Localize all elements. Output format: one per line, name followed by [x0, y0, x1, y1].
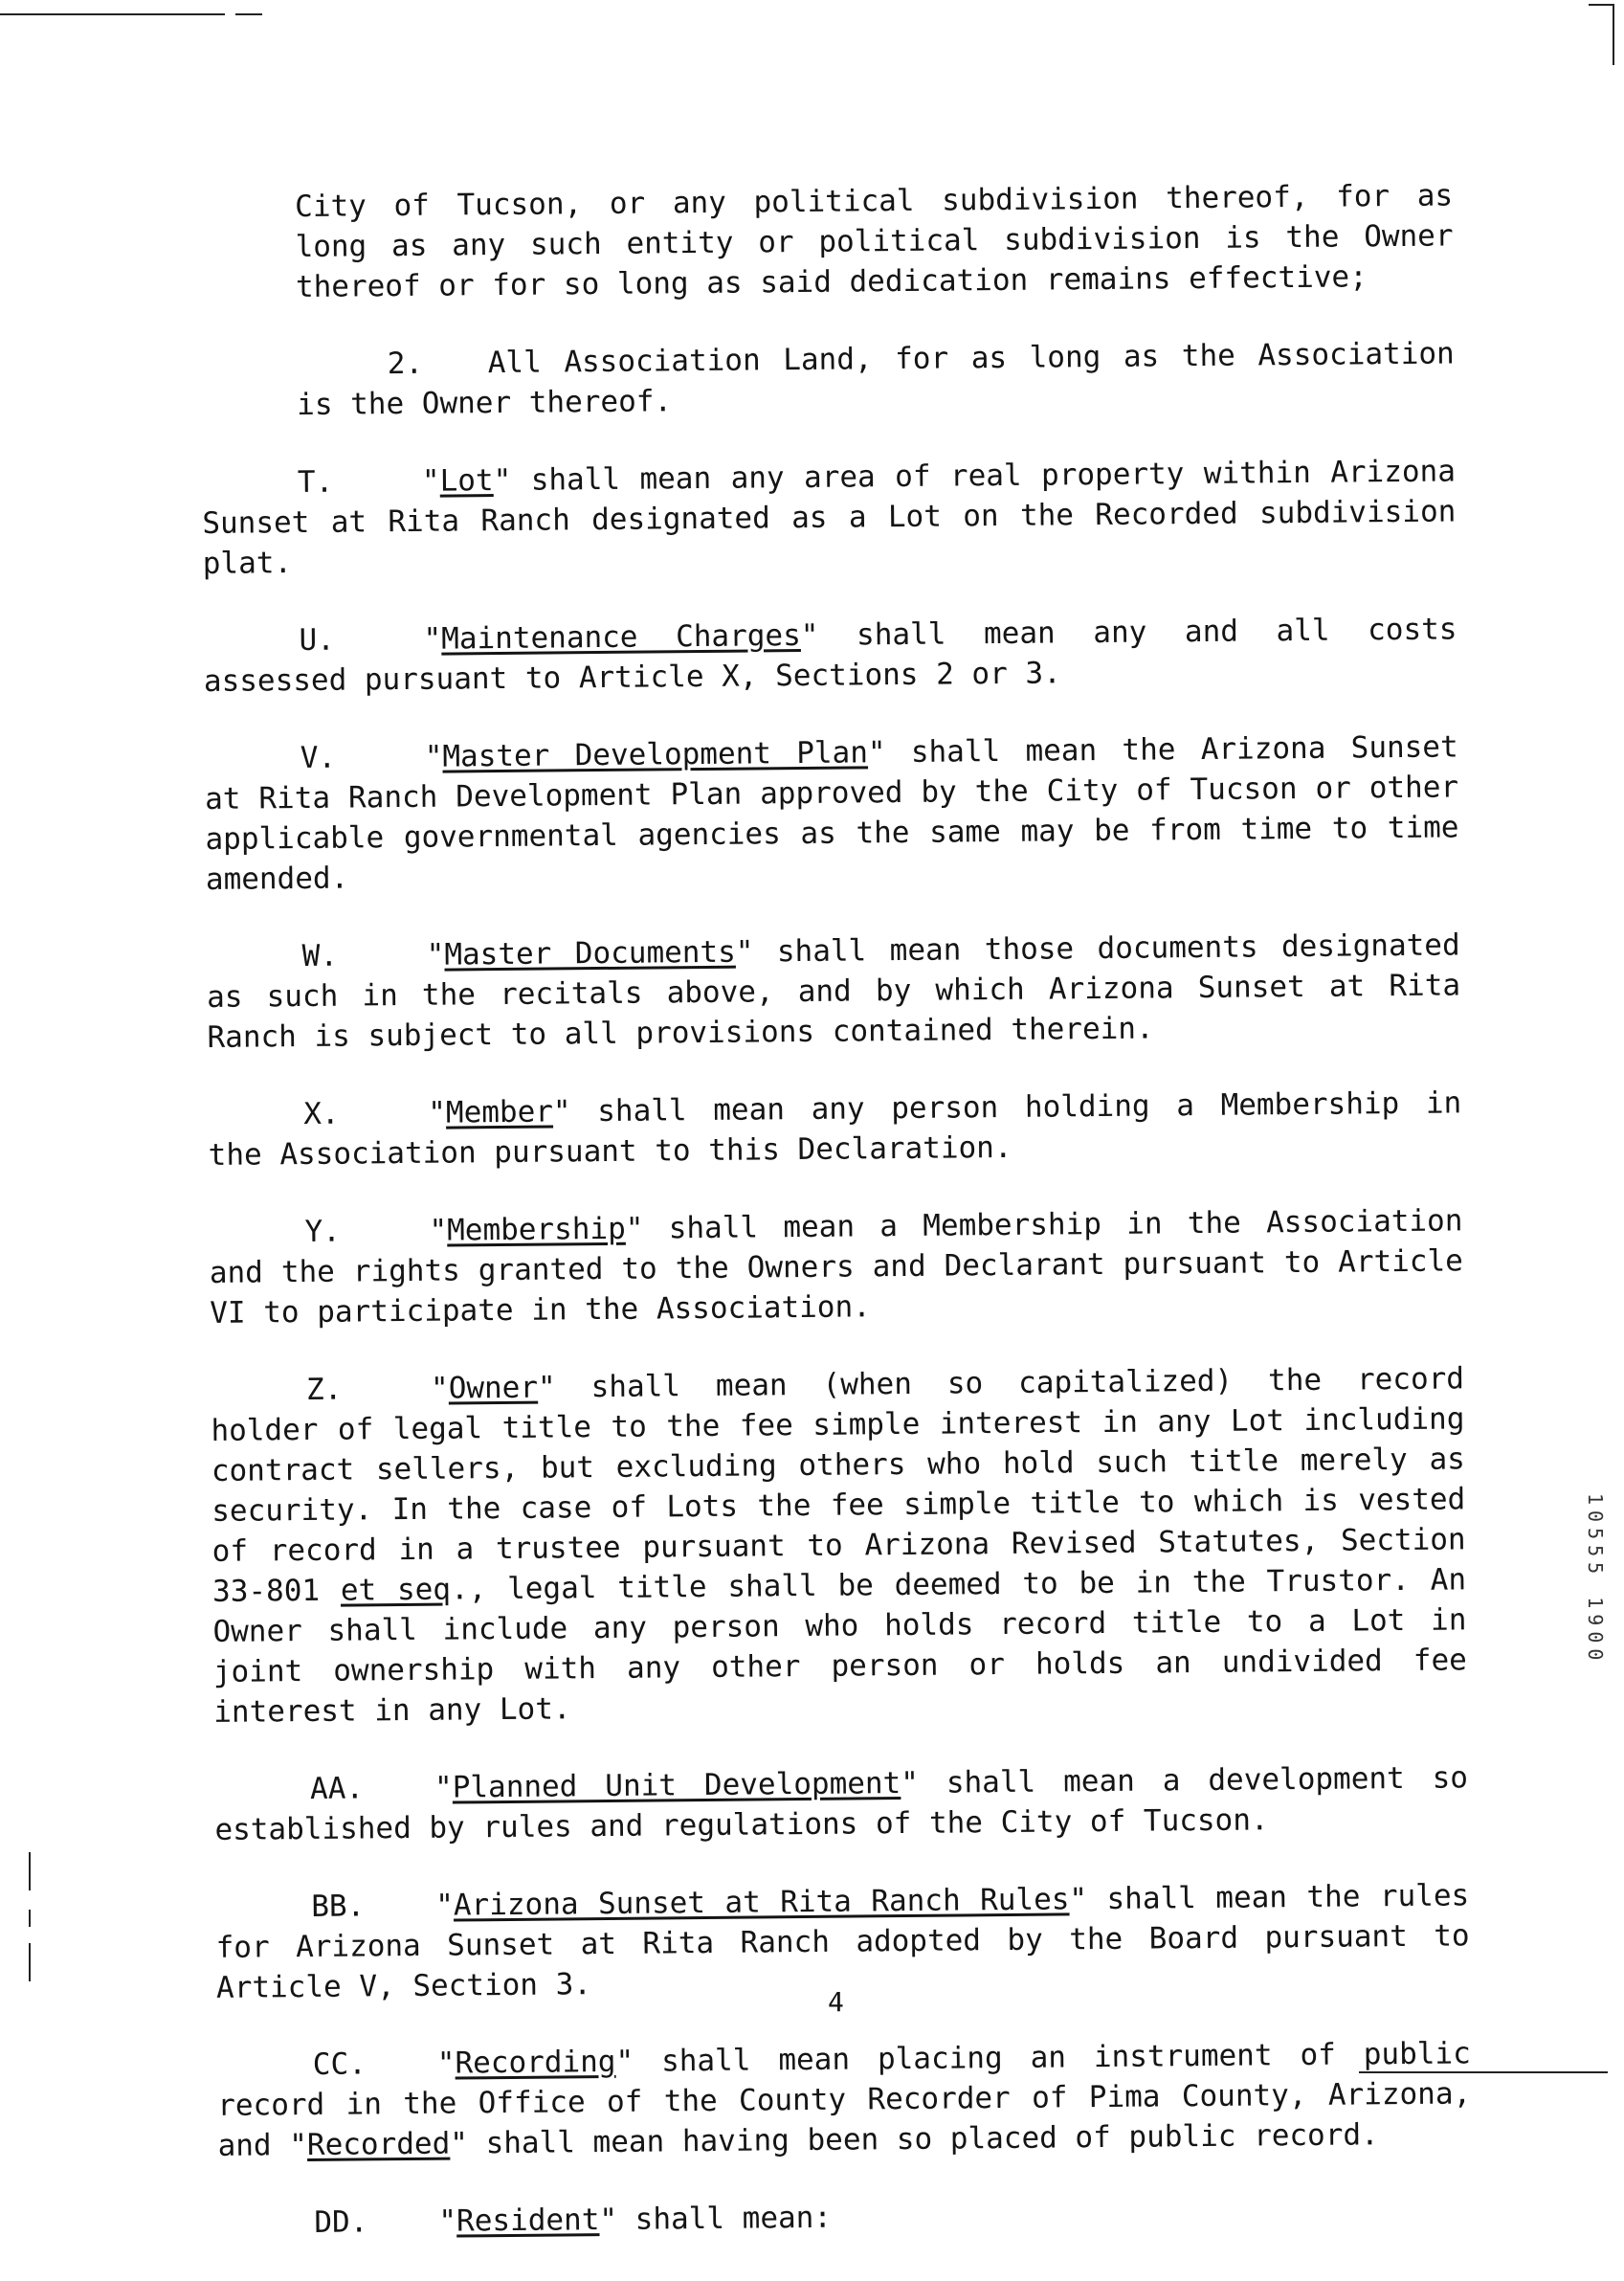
definition-paragraph-v [205, 727, 1460, 900]
paragraph-text: " [429, 1213, 448, 1248]
section-letter: U. [299, 622, 336, 659]
document-body [199, 175, 1473, 2280]
scan-artifact-bottom-noise [0, 2091, 1624, 2111]
section-letter: Y. [304, 1214, 341, 1249]
definition-paragraph-x [208, 1083, 1462, 1175]
section-letter: DD. [314, 2204, 368, 2240]
scan-artifact-top-dash [235, 13, 262, 15]
paragraph-text: " [434, 1770, 453, 1805]
defined-term: Member [445, 1094, 554, 1130]
section-letter: V. [300, 740, 337, 776]
scan-artifact-left-mark-1 [29, 1852, 31, 1890]
paragraph-text: " shall mean any person holding a Membership in the Association pursuant to this Declaration. [208, 1085, 1462, 1173]
paragraph-text: " shall mean those documents designated as such in the recitals above, and by which Arizona Sunset at Rita Ranch is subject to all provisions contained therein. [206, 928, 1461, 1055]
scan-artifact-top-rule [0, 13, 225, 15]
paragraph-text: " shall mean: [599, 2200, 833, 2238]
definition-paragraph-u [203, 609, 1457, 702]
page-number: 4 [828, 1986, 844, 2018]
paragraph-text: " [435, 1888, 455, 1923]
definition-paragraph-t [202, 451, 1457, 584]
paragraph-text: ., legal title shall be deemed to be in the Trustor. An Owner shall include any person who holds record title to a Lot in joint ownership with any other person or holds an undivided fee interest in any Lot. [212, 1562, 1468, 1730]
section-letter: W. [301, 938, 339, 974]
section-letter: 2. [387, 346, 424, 382]
scan-artifact-left-mark-3 [29, 1943, 31, 1981]
paragraph-text: " shall mean placing an instrument of public record in the Office of the County Recorder of Pima County, Arizona, and " [217, 2036, 1472, 2163]
paragraph-text: " [426, 937, 445, 973]
section-letter: AA. [309, 1771, 365, 1806]
section-letter: T. [297, 464, 334, 501]
margin-stamp: 10555 1900 [1584, 1493, 1607, 1666]
paragraph-text: " shall mean (when so capitalized) the record holder of legal title to the fee simple interest in any Lot including contract sellers, but excluding others who hold such title merely as security. In the case of Lots the fee simple title to which is vested of record in a trustee pursuant to Arizona Revised Statutes, Section 33-801 [211, 1361, 1466, 1609]
scan-artifact-top-right-edge [1613, 4, 1614, 65]
section-letter: BB. [311, 1889, 366, 1924]
section-letter: Z. [305, 1372, 343, 1407]
defined-term: Recording [455, 2044, 616, 2081]
paragraph-text: " [430, 1371, 449, 1406]
defined-term: Lot [439, 463, 494, 499]
defined-term: Maintenance Charges [441, 617, 801, 657]
definition-paragraph-w [207, 925, 1461, 1058]
paragraph-text: " [424, 739, 443, 774]
paragraph-text: " shall mean the Arizona Sunset at Rita Ranch Development Plan approved by the City of Tucson or other applicable governmental agencies as the same may be from time to time amended. [204, 729, 1459, 897]
defined-term: et seq [340, 1572, 452, 1608]
paragraph-text: All Association Land, for as long as the Association is the Owner thereof. [297, 336, 1455, 423]
section-letter: CC. [312, 2046, 367, 2082]
paragraph-text: " shall mean a development so established by rules and regulations of the City of Tucson. [214, 1760, 1469, 1847]
defined-term: Master Development Plan [442, 735, 869, 774]
paragraph-text: " shall mean a Membership in the Association and the rights granted to the Owners and Declarant pursuant to Article VI to participate in the Association. [209, 1203, 1463, 1331]
definition-paragraph-aa [214, 1757, 1469, 1850]
paragraph-text: " shall mean the rules for Arizona Sunset at Rita Ranch adopted by the Board pursuant to Article V, Section 3. [215, 1878, 1470, 2005]
definition-paragraph-dd [218, 2191, 1472, 2244]
scan-artifact-top-right-corner [1589, 4, 1613, 6]
paragraph-text: " shall mean any and all costs assessed pursuant to Article X, Sections 2 or 3. [203, 612, 1457, 699]
defined-term: Resident [456, 2203, 600, 2239]
paragraph-text: " [438, 2203, 457, 2239]
paragraph-text: " [421, 463, 440, 499]
paragraph-text: " [428, 1095, 447, 1130]
defined-term: Master Documents [444, 934, 736, 973]
defined-term: Membership [446, 1211, 626, 1248]
definition-paragraph-z [211, 1358, 1468, 1733]
defined-term: Recorded [306, 2126, 451, 2163]
defined-term: Planned Unit Development [452, 1766, 901, 1805]
definition-paragraph-s-continuation [295, 175, 1454, 307]
paragraph-text: " [423, 621, 442, 657]
definition-paragraph-y [209, 1200, 1463, 1333]
definition-paragraph-s-2 [297, 333, 1456, 425]
scan-artifact-left-mark-2 [29, 1910, 31, 1927]
paragraph-text: " shall mean any area of real property within Arizona Sunset at Rita Ranch designated as a Lot on the Recorded subdivision plat. [202, 454, 1457, 581]
defined-term: Arizona Sunset at Rita Ranch Rules [453, 1882, 1070, 1923]
section-letter: X. [303, 1096, 340, 1131]
paragraph-text: " [436, 2046, 456, 2081]
paragraph-text: City of Tucson, or any political subdivision thereof, for as long as any such entity or political subdivision is the Owner thereof or for so long as said dedication remains effective; [295, 178, 1454, 305]
paragraph-text: " shall mean having been so placed of public record. [450, 2117, 1379, 2161]
defined-term: Owner [448, 1370, 539, 1406]
